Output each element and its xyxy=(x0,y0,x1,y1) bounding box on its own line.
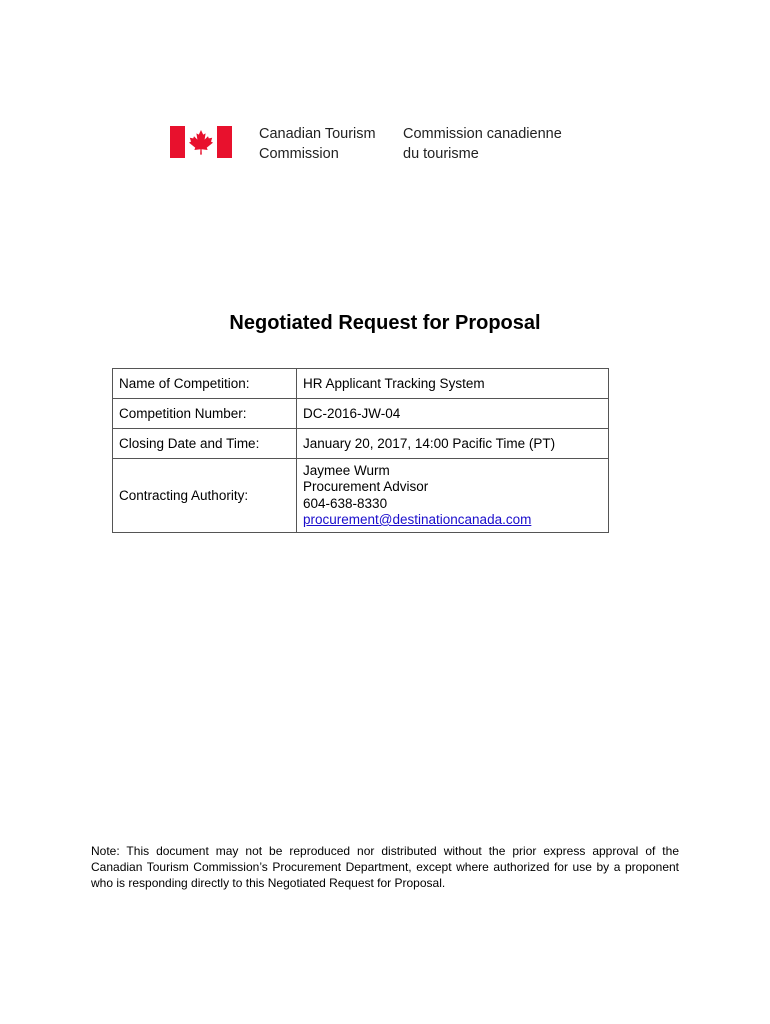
table-row xyxy=(113,429,609,459)
contracting-authority-value xyxy=(297,459,609,533)
logo-english-name xyxy=(259,124,376,164)
table-row xyxy=(113,399,609,429)
logo-english-line-1: Canadian Tourism xyxy=(259,126,376,142)
logo-french-name xyxy=(403,124,562,164)
closing-date-label: Closing Date and Time: xyxy=(113,429,297,459)
authority-phone: 604-638-8330 xyxy=(303,495,388,511)
competition-name-value: HR Applicant Tracking System xyxy=(297,369,609,399)
authority-email-link[interactable]: procurement@destinationcanada.com xyxy=(303,512,532,527)
authority-name: Jaymee Wurm xyxy=(303,462,390,478)
distribution-note: Note: This document may not be reproduced nor distributed without the prior express approval of the Canadian Tourism Commission’s Procurement Department, except where authorized for use by a proponent who is responding directly to this Negotiated Request for Proposal. xyxy=(91,844,679,890)
table-row xyxy=(113,369,609,399)
competition-number-label: Competition Number: xyxy=(113,399,297,429)
logo-french-line-2: du tourisme xyxy=(403,146,479,162)
closing-date-value: January 20, 2017, 14:00 Pacific Time (PT) xyxy=(297,429,609,459)
competition-name-label: Name of Competition: xyxy=(113,369,297,399)
logo-english-line-2: Commission xyxy=(259,146,339,162)
competition-details-table xyxy=(112,368,609,533)
table-row xyxy=(113,459,609,533)
document-title: Negotiated Request for Proposal xyxy=(229,312,541,334)
competition-number-value: DC-2016-JW-04 xyxy=(297,399,609,429)
contracting-authority-label: Contracting Authority: xyxy=(113,459,297,533)
authority-title: Procurement Advisor xyxy=(303,479,429,494)
logo-french-line-1: Commission canadienne xyxy=(403,126,562,142)
canada-flag-icon xyxy=(170,126,232,158)
organization-logo xyxy=(170,122,562,162)
